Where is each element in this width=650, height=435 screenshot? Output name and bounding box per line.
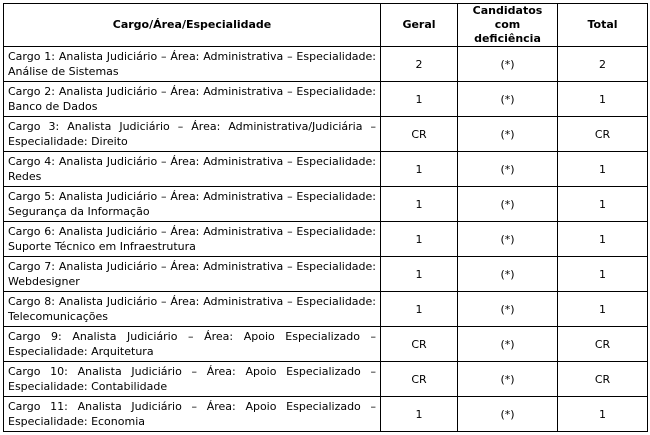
cell-geral: CR: [381, 362, 458, 397]
table-row: [4, 292, 648, 327]
cell-cargo: Cargo 2: Analista Judiciário – Área: Administrativa – Especialidade: Banco de Dados: [4, 82, 381, 117]
cell-total: 1: [558, 397, 648, 432]
cell-total: 1: [558, 257, 648, 292]
cell-geral: 1: [381, 187, 458, 222]
cell-deficiencia: (*): [458, 222, 558, 257]
table-row: [4, 257, 648, 292]
table-row: [4, 187, 648, 222]
table-row: [4, 82, 648, 117]
header-geral: Geral: [381, 4, 458, 47]
cell-deficiencia: (*): [458, 292, 558, 327]
cell-geral: 1: [381, 257, 458, 292]
cell-cargo: Cargo 7: Analista Judiciário – Área: Administrativa – Especialidade: Webdesigner: [4, 257, 381, 292]
cell-total: CR: [558, 117, 648, 152]
cell-geral: 1: [381, 152, 458, 187]
table-row: [4, 117, 648, 152]
cell-total: CR: [558, 362, 648, 397]
cell-cargo: Cargo 5: Analista Judiciário – Área: Administrativa – Especialidade: Segurança da Informação: [4, 187, 381, 222]
cell-deficiencia: (*): [458, 397, 558, 432]
table-row: [4, 47, 648, 82]
cell-geral: 1: [381, 397, 458, 432]
cell-cargo: Cargo 9: Analista Judiciário – Área: Apoio Especializado – Especialidade: Arquitetura: [4, 327, 381, 362]
header-total: Total: [558, 4, 648, 47]
cell-total: 1: [558, 292, 648, 327]
header-cargo: Cargo/Área/Especialidade: [4, 4, 381, 47]
cell-deficiencia: (*): [458, 257, 558, 292]
cell-geral: 1: [381, 82, 458, 117]
cell-geral: CR: [381, 117, 458, 152]
cell-cargo: Cargo 11: Analista Judiciário – Área: Apoio Especializado – Especialidade: Economia: [4, 397, 381, 432]
table-row: [4, 152, 648, 187]
cell-geral: 1: [381, 222, 458, 257]
cell-total: 2: [558, 47, 648, 82]
cell-geral: 1: [381, 292, 458, 327]
cell-deficiencia: (*): [458, 327, 558, 362]
table-row: [4, 327, 648, 362]
table-row: [4, 397, 648, 432]
vacancies-table: [3, 3, 648, 432]
cell-deficiencia: (*): [458, 117, 558, 152]
cell-cargo: Cargo 3: Analista Judiciário – Área: Administrativa/Judiciária – Especialidade: Direito: [4, 117, 381, 152]
cell-total: CR: [558, 327, 648, 362]
cell-geral: 2: [381, 47, 458, 82]
table-row: [4, 222, 648, 257]
table-header-row: [4, 4, 648, 47]
table-row: [4, 362, 648, 397]
cell-deficiencia: (*): [458, 82, 558, 117]
cell-total: 1: [558, 222, 648, 257]
cell-total: 1: [558, 82, 648, 117]
cell-deficiencia: (*): [458, 362, 558, 397]
header-deficiencia: Candidatos com deficiência: [458, 4, 558, 47]
cell-cargo: Cargo 10: Analista Judiciário – Área: Apoio Especializado – Especialidade: Contabilidade: [4, 362, 381, 397]
cell-deficiencia: (*): [458, 152, 558, 187]
cell-cargo: Cargo 6: Analista Judiciário – Área: Administrativa – Especialidade: Suporte Técnico em Infraestrutura: [4, 222, 381, 257]
cell-cargo: Cargo 4: Analista Judiciário – Área: Administrativa – Especialidade: Redes: [4, 152, 381, 187]
cell-deficiencia: (*): [458, 47, 558, 82]
cell-cargo: Cargo 8: Analista Judiciário – Área: Administrativa – Especialidade: Telecomunicações: [4, 292, 381, 327]
cell-deficiencia: (*): [458, 187, 558, 222]
cell-total: 1: [558, 152, 648, 187]
cell-total: 1: [558, 187, 648, 222]
cell-cargo: Cargo 1: Analista Judiciário – Área: Administrativa – Especialidade: Análise de Sistemas: [4, 47, 381, 82]
cell-geral: CR: [381, 327, 458, 362]
